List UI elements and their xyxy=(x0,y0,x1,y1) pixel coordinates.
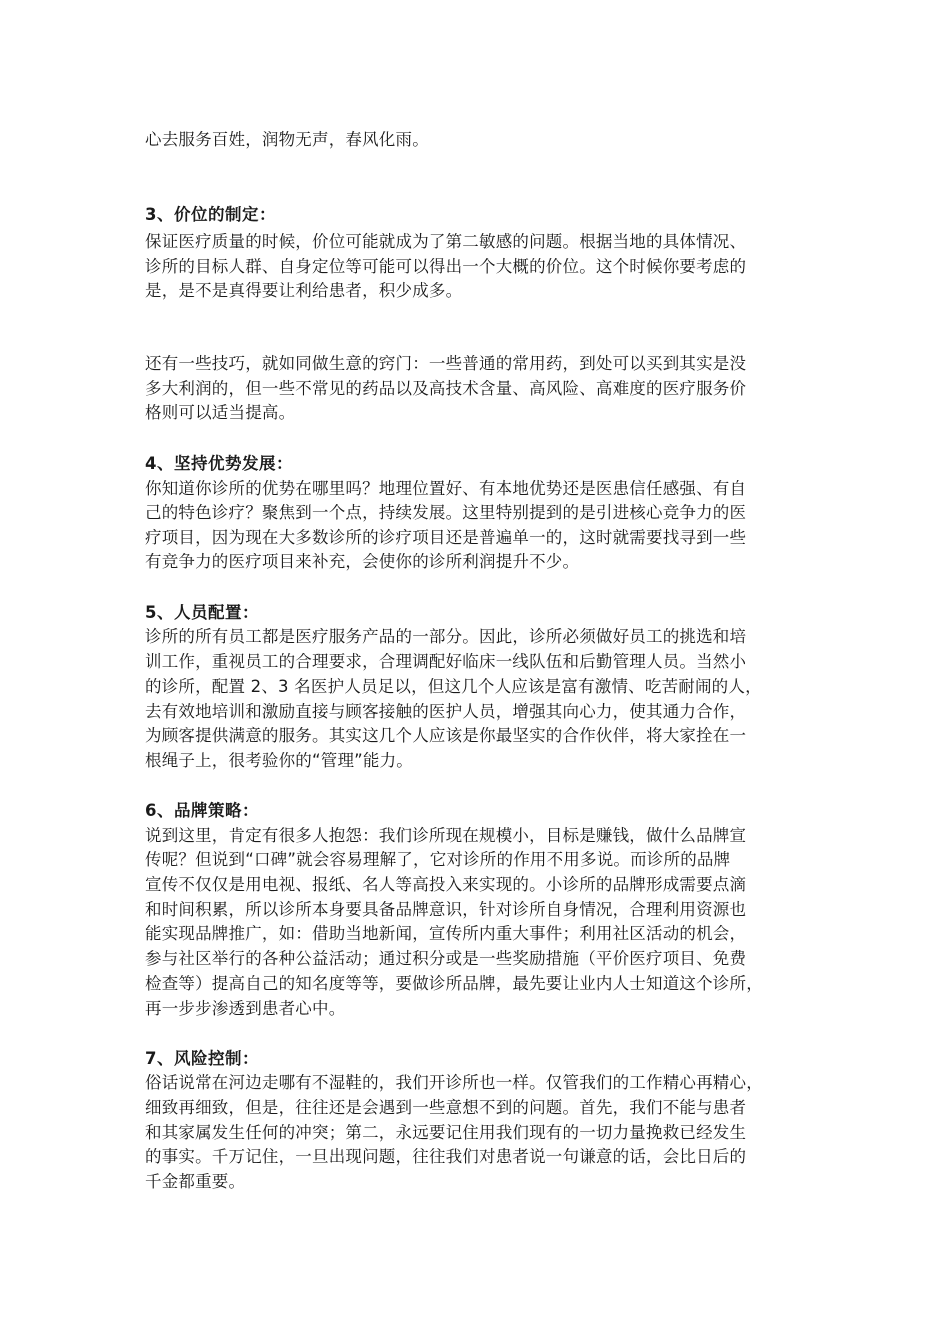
section-3-extra-line: 还有一些技巧，就如同做生意的窍门：一些普通的常用药，到处可以买到其实是没 xyxy=(145,354,747,373)
section-5-line: 为顾客提供满意的服务。其实这几个人应该是你最坚实的合作伙伴，将大家拴在一 xyxy=(145,726,747,745)
section-7-line: 俗话说常在河边走哪有不湿鞋的，我们开诊所也一样。仅管我们的工作精心再精心， xyxy=(145,1073,763,1092)
section-6-line: 说到这里，肯定有很多人抱怨：我们诊所现在规模小，目标是赚钱，做什么品牌宣 xyxy=(145,826,747,845)
section-3-extra-line: 格则可以适当提高。 xyxy=(145,403,296,422)
section-3-line: 诊所的目标人群、自身定位等可能可以得出一个大概的价位。这个时候你要考虑的 xyxy=(145,257,747,276)
section-6-line: 参与社区举行的各种公益活动；通过积分或是一些奖励措施（平价医疗项目、免费 xyxy=(145,949,747,968)
section-6-line: 传呢？但说到“口碑”就会容易理解了，它对诊所的作用不用多说。而诊所的品牌 xyxy=(145,850,731,869)
section-7-line: 细致再细致，但是，往往还是会遇到一些意想不到的问题。首先，我们不能与患者 xyxy=(145,1098,747,1117)
section-6-line: 和时间积累，所以诊所本身要具备品牌意识，针对诊所自身情况，合理利用资源也 xyxy=(145,900,747,919)
section-3-line: 是，是不是真得要让利给患者，积少成多。 xyxy=(145,281,463,300)
section-7-line: 和其家属发生任何的冲突；第二，永远要记住用我们现有的一切力量挽救已经发生 xyxy=(145,1123,747,1142)
section-6-line: 能实现品牌推广，如：借助当地新闻，宣传所内重大事件；利用社区活动的机会， xyxy=(145,924,747,943)
section-7-line: 的事实。千万记住，一旦出现问题，往往我们对患者说一句谦意的话，会比日后的 xyxy=(145,1147,747,1166)
section-3-line: 保证医疗质量的时候，价位可能就成为了第二敏感的问题。根据当地的具体情况、 xyxy=(145,232,747,251)
section-5-line: 根绳子上，很考验你的“管理”能力。 xyxy=(145,751,413,770)
section-5-line: 诊所的所有员工都是医疗服务产品的一部分。因此，诊所必须做好员工的挑选和培 xyxy=(145,627,747,646)
section-4-line: 你知道你诊所的优势在哪里吗？地理位置好、有本地优势还是医患信任感强、有自 xyxy=(145,479,747,498)
section-6-line: 宣传不仅仅是用电视、报纸、名人等高投入来实现的。小诊所的品牌形成需要点滴 xyxy=(145,875,747,894)
section-4-heading: 4、坚持优势发展： xyxy=(145,454,293,473)
section-6-heading: 6、品牌策略： xyxy=(145,801,259,820)
section-5-line: 的诊所，配置 2、3 名医护人员足以，但这几个人应该是富有激情、吃苦耐闹的人， xyxy=(145,677,762,696)
section-4-line: 有竞争力的医疗项目来补充，会使你的诊所利润提升不少。 xyxy=(145,552,580,571)
section-6-line: 检查等）提高自己的知名度等等，要做诊所品牌，最先要让业内人士知道这个诊所， xyxy=(145,974,763,993)
section-7-heading: 7、风险控制： xyxy=(145,1049,259,1068)
intro-line: 心去服务百姓，润物无声，春风化雨。 xyxy=(145,130,429,149)
section-7-line: 千金都重要。 xyxy=(145,1172,246,1191)
section-3-heading: 3、价位的制定： xyxy=(145,205,276,224)
section-5-heading: 5、人员配置： xyxy=(145,603,259,622)
section-3-extra-line: 多大利润的，但一些不常见的药品以及高技术含量、高风险、高难度的医疗服务价 xyxy=(145,379,747,398)
section-4-line: 疗项目，因为现在大多数诊所的诊疗项目还是普遍单一的，这时就需要找寻到一些 xyxy=(145,528,747,547)
section-6-line: 再一步步渗透到患者心中。 xyxy=(145,999,346,1018)
section-5-line: 去有效地培训和激励直接与顾客接触的医护人员，增强其向心力，使其通力合作， xyxy=(145,702,747,721)
section-4-line: 己的特色诊疗？聚焦到一个点，持续发展。这里特别提到的是引进核心竞争力的医 xyxy=(145,503,747,522)
section-5-line: 训工作，重视员工的合理要求，合理调配好临床一线队伍和后勤管理人员。当然小 xyxy=(145,652,747,671)
